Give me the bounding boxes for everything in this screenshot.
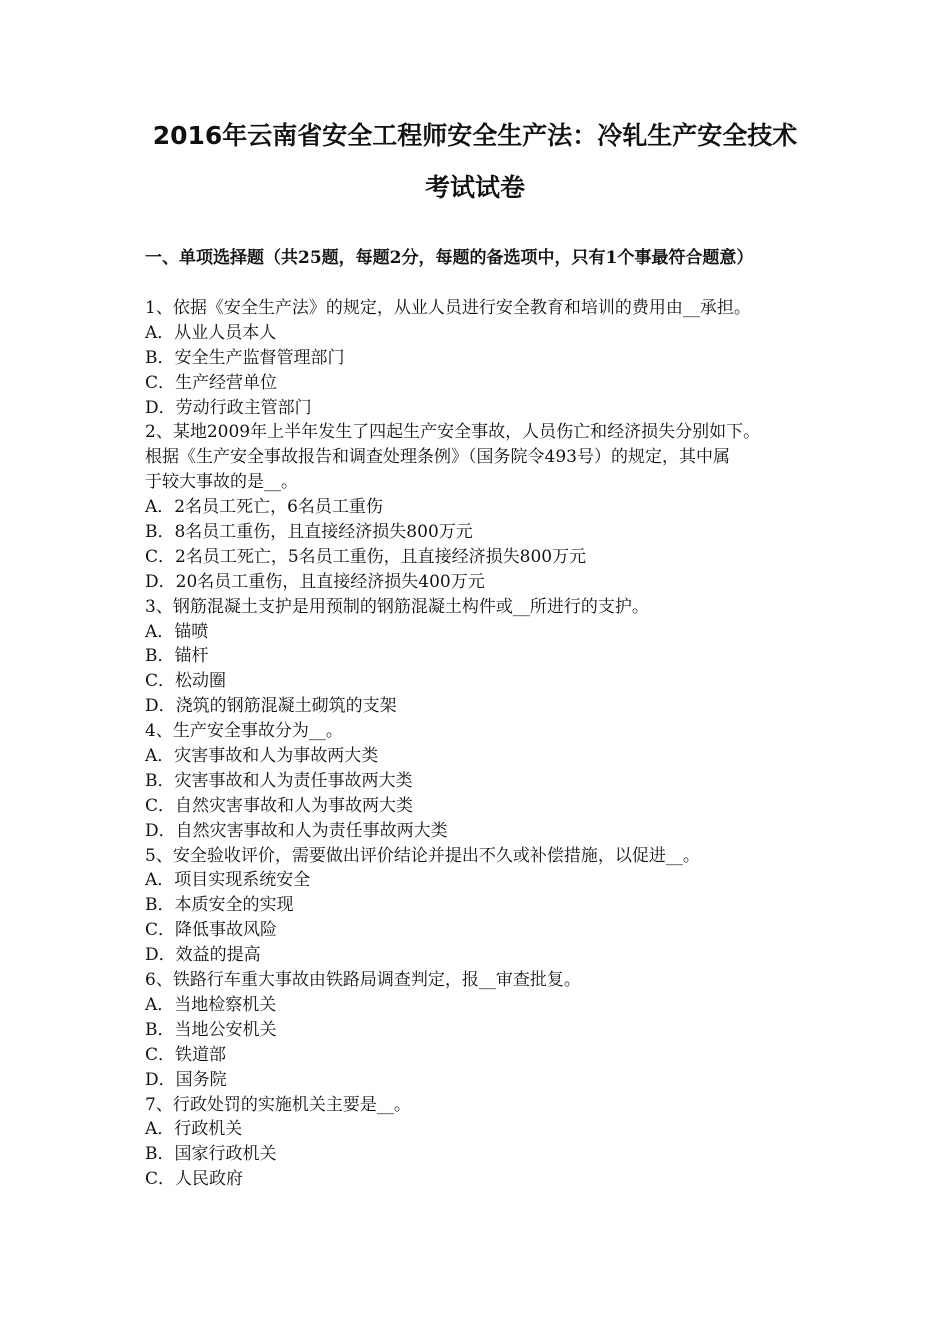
question-2-stem-cont: 于较大事故的是__。 (145, 472, 298, 493)
question-1-option-a: A．从业人员本人 (145, 322, 277, 343)
question-7-stem: 7、行政处罚的实施机关主要是__。 (145, 1094, 411, 1115)
question-3-option-b: B．锚杆 (145, 646, 209, 667)
question-4-stem: 4、生产安全事故分为__。 (145, 721, 343, 742)
question-6-option-d: D．国务院 (145, 1069, 227, 1090)
question-6-option-b: B．当地公安机关 (145, 1019, 277, 1040)
question-5-option-d: D．效益的提高 (145, 945, 261, 966)
question-2-stem: 2、某地2009年上半年发生了四起生产安全事故，人员伤亡和经济损失分别如下。 (145, 422, 761, 443)
question-1-stem: 1、依据《安全生产法》的规定，从业人员进行安全教育和培训的费用由__承担。 (145, 298, 751, 318)
question-1-option-d: D．劳动行政主管部门 (145, 397, 312, 418)
document-title-line-1: 2016年云南省安全工程师安全生产法：冷轧生产安全技术 (152, 121, 798, 150)
question-2-option-d: D．20名员工重伤，且直接经济损失400万元 (145, 571, 485, 592)
question-1-option-c: C．生产经营单位 (145, 372, 278, 393)
question-5-option-a: A．项目实现系统安全 (145, 870, 311, 891)
question-6-option-a: A．当地检察机关 (145, 994, 277, 1015)
question-3-option-a: A．锚喷 (145, 621, 209, 642)
section-heading: 一、单项选择题（共25题，每题2分，每题的备选项中，只有1个事最符合题意） (145, 248, 754, 268)
question-2-option-a: A．2名员工死亡，6名员工重伤 (145, 497, 383, 518)
question-list (145, 296, 835, 1192)
question-5-stem: 5、安全验收评价，需要做出评价结论并提出不久或补偿措施，以促进__。 (145, 845, 700, 866)
question-6-option-c: C．铁道部 (145, 1044, 227, 1065)
question-6-stem: 6、铁路行车重大事故由铁路局调查判定，报__审查批复。 (145, 970, 581, 991)
question-3-option-d: D．浇筑的钢筋混凝土砌筑的支架 (145, 696, 397, 717)
document-title-line-2: 考试试卷 (424, 173, 525, 202)
question-4-option-c: C．自然灾害事故和人为事故两大类 (145, 795, 414, 816)
question-2-stem-cont: 根据《生产安全事故报告和调查处理条例》（国务院令493号）的规定，其中属 (145, 447, 730, 468)
question-3-stem: 3、钢筋混凝土支护是用预制的钢筋混凝土构件或__所进行的支护。 (145, 596, 649, 617)
question-7-option-b: B．国家行政机关 (145, 1144, 277, 1165)
question-7-option-a: A．行政机关 (145, 1119, 243, 1140)
question-2-option-c: C．2名员工死亡，5名员工重伤，且直接经济损失800万元 (145, 546, 587, 567)
question-4-option-d: D．自然灾害事故和人为责任事故两大类 (145, 820, 448, 841)
question-1-option-b: B．安全生产监督管理部门 (145, 347, 345, 368)
question-2-option-b: B．8名员工重伤，且直接经济损失800万元 (145, 522, 473, 543)
question-7-option-c: C．人民政府 (145, 1169, 244, 1190)
question-5-option-b: B．本质安全的实现 (145, 895, 294, 916)
question-4-option-b: B．灾害事故和人为责任事故两大类 (145, 770, 413, 791)
question-5-option-c: C．降低事故风险 (145, 920, 278, 941)
question-4-option-a: A．灾害事故和人为事故两大类 (145, 746, 379, 767)
question-3-option-c: C．松动圈 (145, 671, 227, 692)
